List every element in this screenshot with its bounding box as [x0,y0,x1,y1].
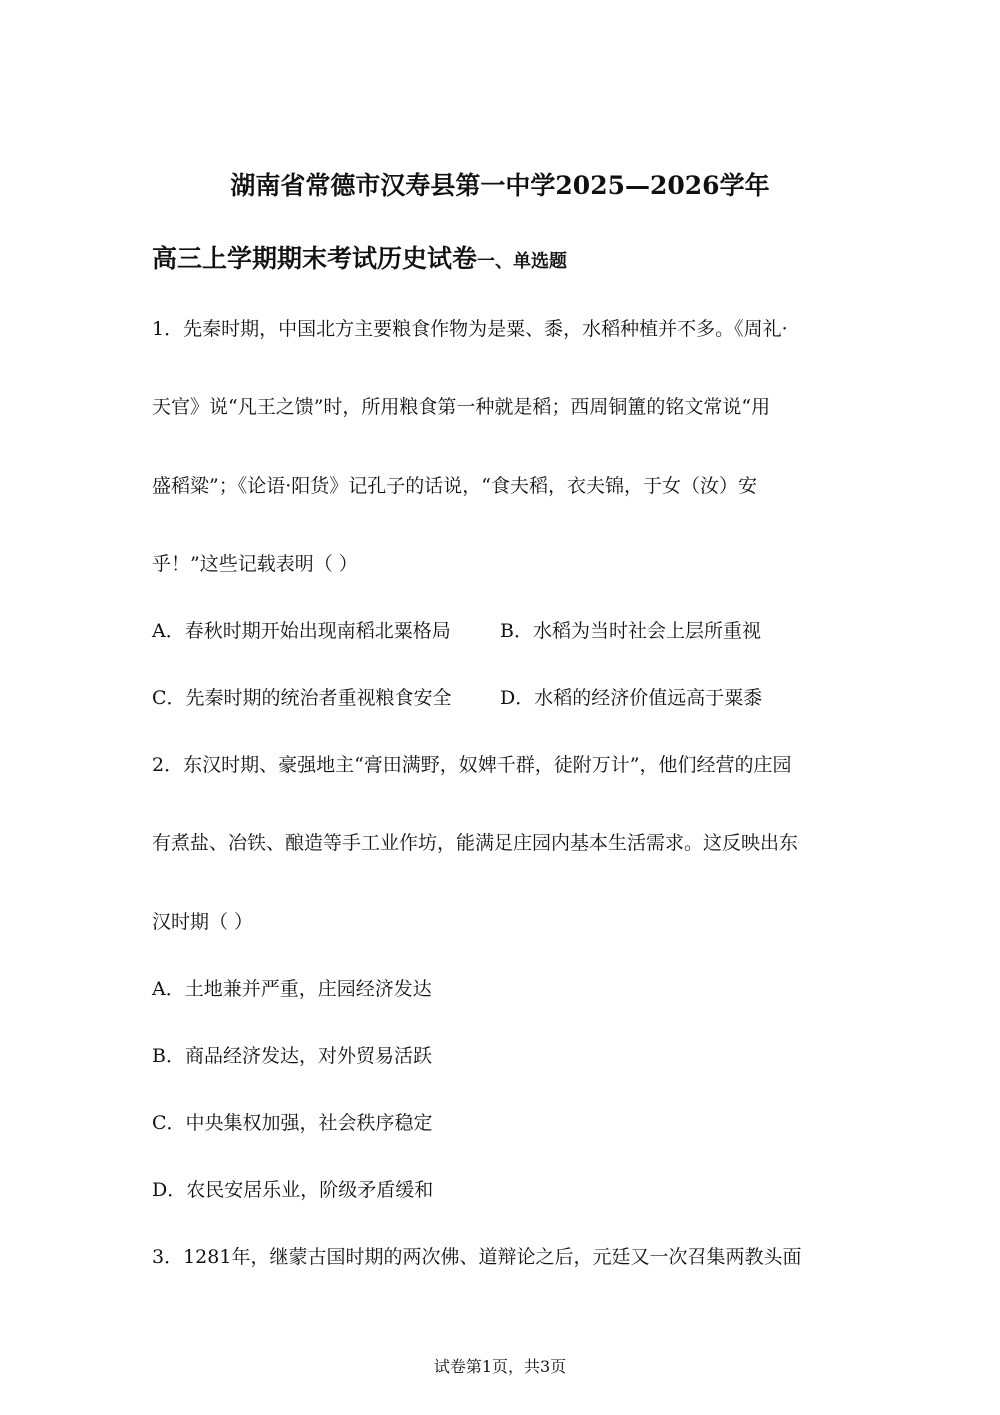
question-1-option-c: C．先秦时期的统治者重视粮食安全 [152,687,452,709]
section-heading: 一、单选题 [477,251,568,272]
question-1-option-b: B．水稻为当时社会上层所重视 [500,620,761,642]
question-3-stem-line-1: 3．1281年，继蒙古国时期的两次佛、道辩论之后，元廷又一次召集两教头面 [152,1246,802,1268]
question-1-option-d: D．水稻的经济价值远高于粟黍 [500,687,763,709]
question-2-stem-line-3: 汉时期（ ） [152,911,254,933]
subtitle-text: 高三上学期期末考试历史试卷 [152,244,478,273]
question-1-stem-line-4: 乎！”这些记载表明（ ） [152,553,358,575]
question-1-option-a: A．春秋时期开始出现南稻北粟格局 [152,620,451,642]
question-2-stem-line-2: 有煮盐、冶铁、酿造等手工业作坊，能满足庄园内基本生活需求。这反映出东 [152,832,799,854]
page-footer: 试卷第1页，共3页 [433,1357,567,1376]
question-2-option-a: A．土地兼并严重，庄园经济发达 [152,978,432,1000]
exam-title: 湖南省常德市汉寿县第一中学2025—2026学年 [230,171,770,200]
question-2-stem-line-1: 2．东汉时期、豪强地主“膏田满野，奴婢千群，徒附万计”，他们经营的庄园 [152,754,792,776]
question-2-option-d: D．农民安居乐业，阶级矛盾缓和 [152,1179,434,1201]
exam-subtitle [152,241,567,280]
question-1-stem-line-3: 盛稻粱”；《论语·阳货》记孔子的话说，“食夫稻，衣夫锦，于女（汝）安 [152,475,757,497]
question-2-option-c: C．中央集权加强，社会秩序稳定 [152,1112,433,1134]
question-1-stem-line-1: 1．先秦时期，中国北方主要粮食作物为是粟、黍，水稻种植并不多。《周礼· [152,318,788,340]
question-2-option-b: B．商品经济发达，对外贸易活跃 [152,1045,432,1067]
question-1-stem-line-2: 天官》说“凡王之馈”时，所用粮食第一种就是稻；西周铜簠的铭文常说“用 [152,396,771,418]
